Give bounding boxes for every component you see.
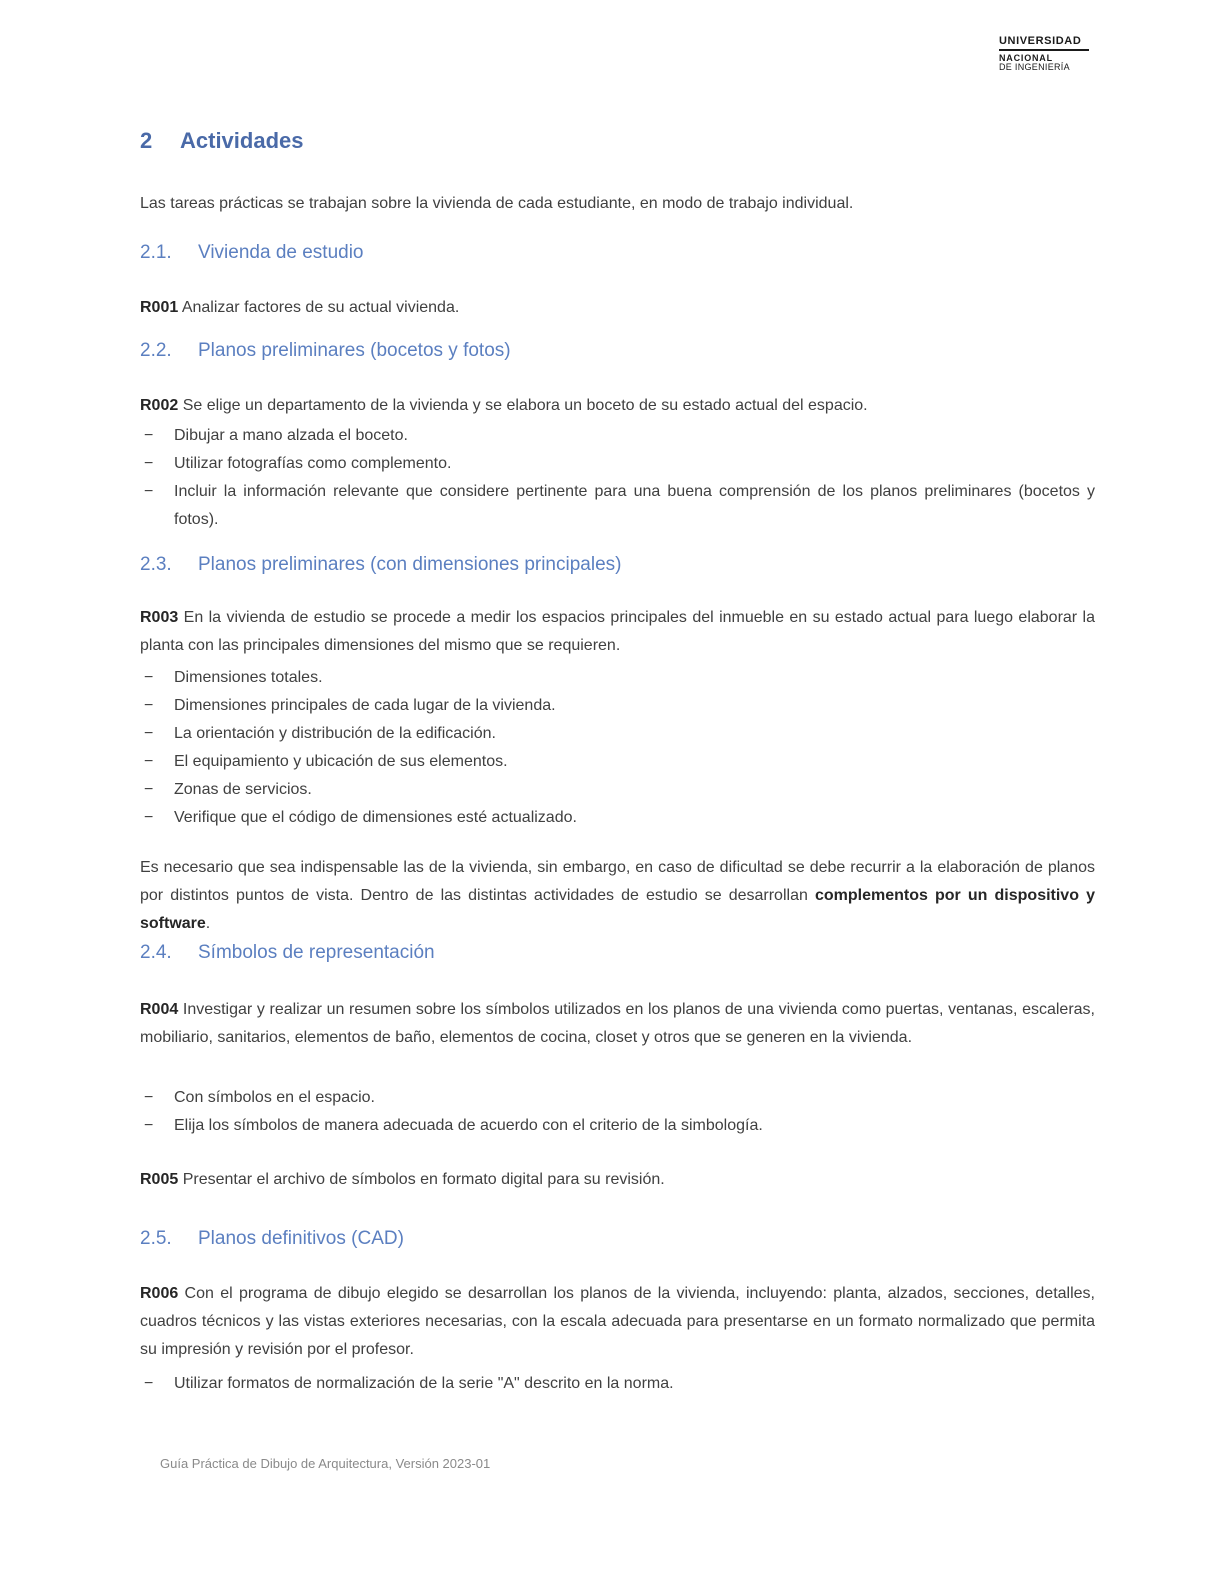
subsection-number: 2.2. — [140, 340, 172, 361]
section-intro: Las tareas prácticas se trabajan sobre la vivienda de cada estudiante, en modo de trabajo individual. — [140, 195, 854, 212]
subsection-heading-2-1 — [140, 242, 364, 264]
list-item: − Verifique que el código de dimensiones esté actualizado. — [140, 804, 1095, 832]
requirement-text: Analizar factores de su actual vivienda. — [178, 299, 460, 316]
list-item: − Utilizar fotografías como complemento. — [140, 450, 1095, 478]
closing-paragraph-2-3 — [140, 854, 1095, 938]
requirement-code: R002 — [140, 397, 179, 414]
list-item: − Incluir la información relevante que considere pertinente para una buena comprensión de los planos preliminares (bocetos y fotos). — [140, 478, 1095, 534]
requirement-paragraph-r003 — [140, 604, 1095, 660]
requirement-paragraph-r001 — [140, 294, 1095, 322]
bullet-list-2-5 — [140, 1370, 1095, 1398]
requirement-code: R003 — [140, 609, 179, 626]
subsection-number: 2.1. — [140, 242, 172, 263]
list-item: − El equipamiento y ubicación de sus elementos. — [140, 748, 1095, 776]
subsection-title: Símbolos de representación — [198, 942, 435, 963]
list-item: − Dibujar a mano alzada el boceto. — [140, 422, 1095, 450]
requirement-text: Presentar el archivo de símbolos en formato digital para su revisión. — [178, 1171, 665, 1188]
document-page — [140, 0, 1095, 1584]
list-item: − La orientación y distribución de la edificación. — [140, 720, 1095, 748]
requirement-text: Se elige un departamento de la vivienda y se elabora un boceto de su estado actual del espacio. — [178, 397, 868, 414]
bullet-list-2-2 — [140, 422, 1095, 534]
closing-text: Es necesario que sea indispensable las de la vivienda, sin embargo, en caso de dificultad se debe recurrir a la elaboración de planos por distintos puntos de vista. Dentro de las distintas actividades de estudio se desarrollan — [140, 859, 1095, 904]
requirement-paragraph-r004 — [140, 996, 1095, 1052]
section-heading — [140, 128, 304, 154]
subsection-title: Planos preliminares (bocetos y fotos) — [198, 340, 511, 361]
bullet-list-2-4 — [140, 1084, 1095, 1140]
requirement-code: R005 — [140, 1171, 179, 1188]
requirement-text: Investigar y realizar un resumen sobre los símbolos utilizados en los planos de una vivienda como puertas, ventanas, escaleras, mobiliario, sanitarios, elementos de baño, elementos de cocina, closet y otros que se generen en la vivienda. — [140, 1001, 1095, 1046]
requirement-paragraph-r002 — [140, 392, 1095, 420]
list-item: − Elija los símbolos de manera adecuada de acuerdo con el criterio de la simbología. — [140, 1112, 1095, 1140]
subsection-heading-2-5 — [140, 1228, 404, 1250]
subsection-heading-2-2 — [140, 340, 511, 362]
list-item: − Zonas de servicios. — [140, 776, 1095, 804]
requirement-code: R001 — [140, 299, 179, 316]
requirement-paragraph-r006 — [140, 1280, 1095, 1364]
closing-text-end: . — [205, 915, 211, 932]
subsection-number: 2.4. — [140, 942, 172, 963]
requirement-text: En la vivienda de estudio se procede a medir los espacios principales del inmueble en su estado actual para luego elaborar la planta con las principales dimensiones del mismo que se requieren. — [140, 609, 1095, 654]
list-item: − Dimensiones principales de cada lugar de la vivienda. — [140, 692, 1095, 720]
list-item: − Dimensiones totales. — [140, 664, 1095, 692]
requirement-text: Con el programa de dibujo elegido se desarrollan los planos de la vivienda, incluyendo: planta, alzados, secciones, detalles, cuadros técnicos y las vistas exteriores necesarias, con la escala adecuada para presentarse en un formato normalizado que permita su impresión y revisión por el profesor. — [140, 1285, 1095, 1358]
page-footer: Guía Práctica de Dibujo de Arquitectura, Versión 2023-01 — [160, 1456, 491, 1471]
logo-line-1: UNIVERSIDAD — [999, 36, 1089, 51]
subsection-heading-2-3 — [140, 554, 621, 576]
subsection-number: 2.5. — [140, 1228, 172, 1249]
requirement-code: R004 — [140, 1001, 179, 1018]
logo-line-3: DE INGENIERÍA — [999, 62, 1070, 72]
list-item: − Con símbolos en el espacio. — [140, 1084, 1095, 1112]
university-logo — [999, 36, 1089, 72]
subsection-heading-2-4 — [140, 942, 435, 964]
subsection-number: 2.3. — [140, 554, 172, 575]
section-title: Actividades — [180, 128, 304, 153]
subsection-title: Planos preliminares (con dimensiones principales) — [198, 554, 622, 575]
subsection-title: Vivienda de estudio — [198, 242, 364, 263]
requirement-paragraph-r005 — [140, 1166, 1095, 1194]
closing-emphasis: complementos por un dispositivo y software — [140, 887, 1095, 932]
list-item: − Utilizar formatos de normalización de la serie "A" descrito en la norma. — [140, 1370, 1095, 1398]
subsection-title: Planos definitivos (CAD) — [198, 1228, 404, 1249]
requirement-code: R006 — [140, 1285, 179, 1302]
section-number: 2 — [140, 128, 153, 153]
logo-line-2: NACIONAL — [999, 53, 1053, 63]
bullet-list-2-3 — [140, 664, 1095, 832]
